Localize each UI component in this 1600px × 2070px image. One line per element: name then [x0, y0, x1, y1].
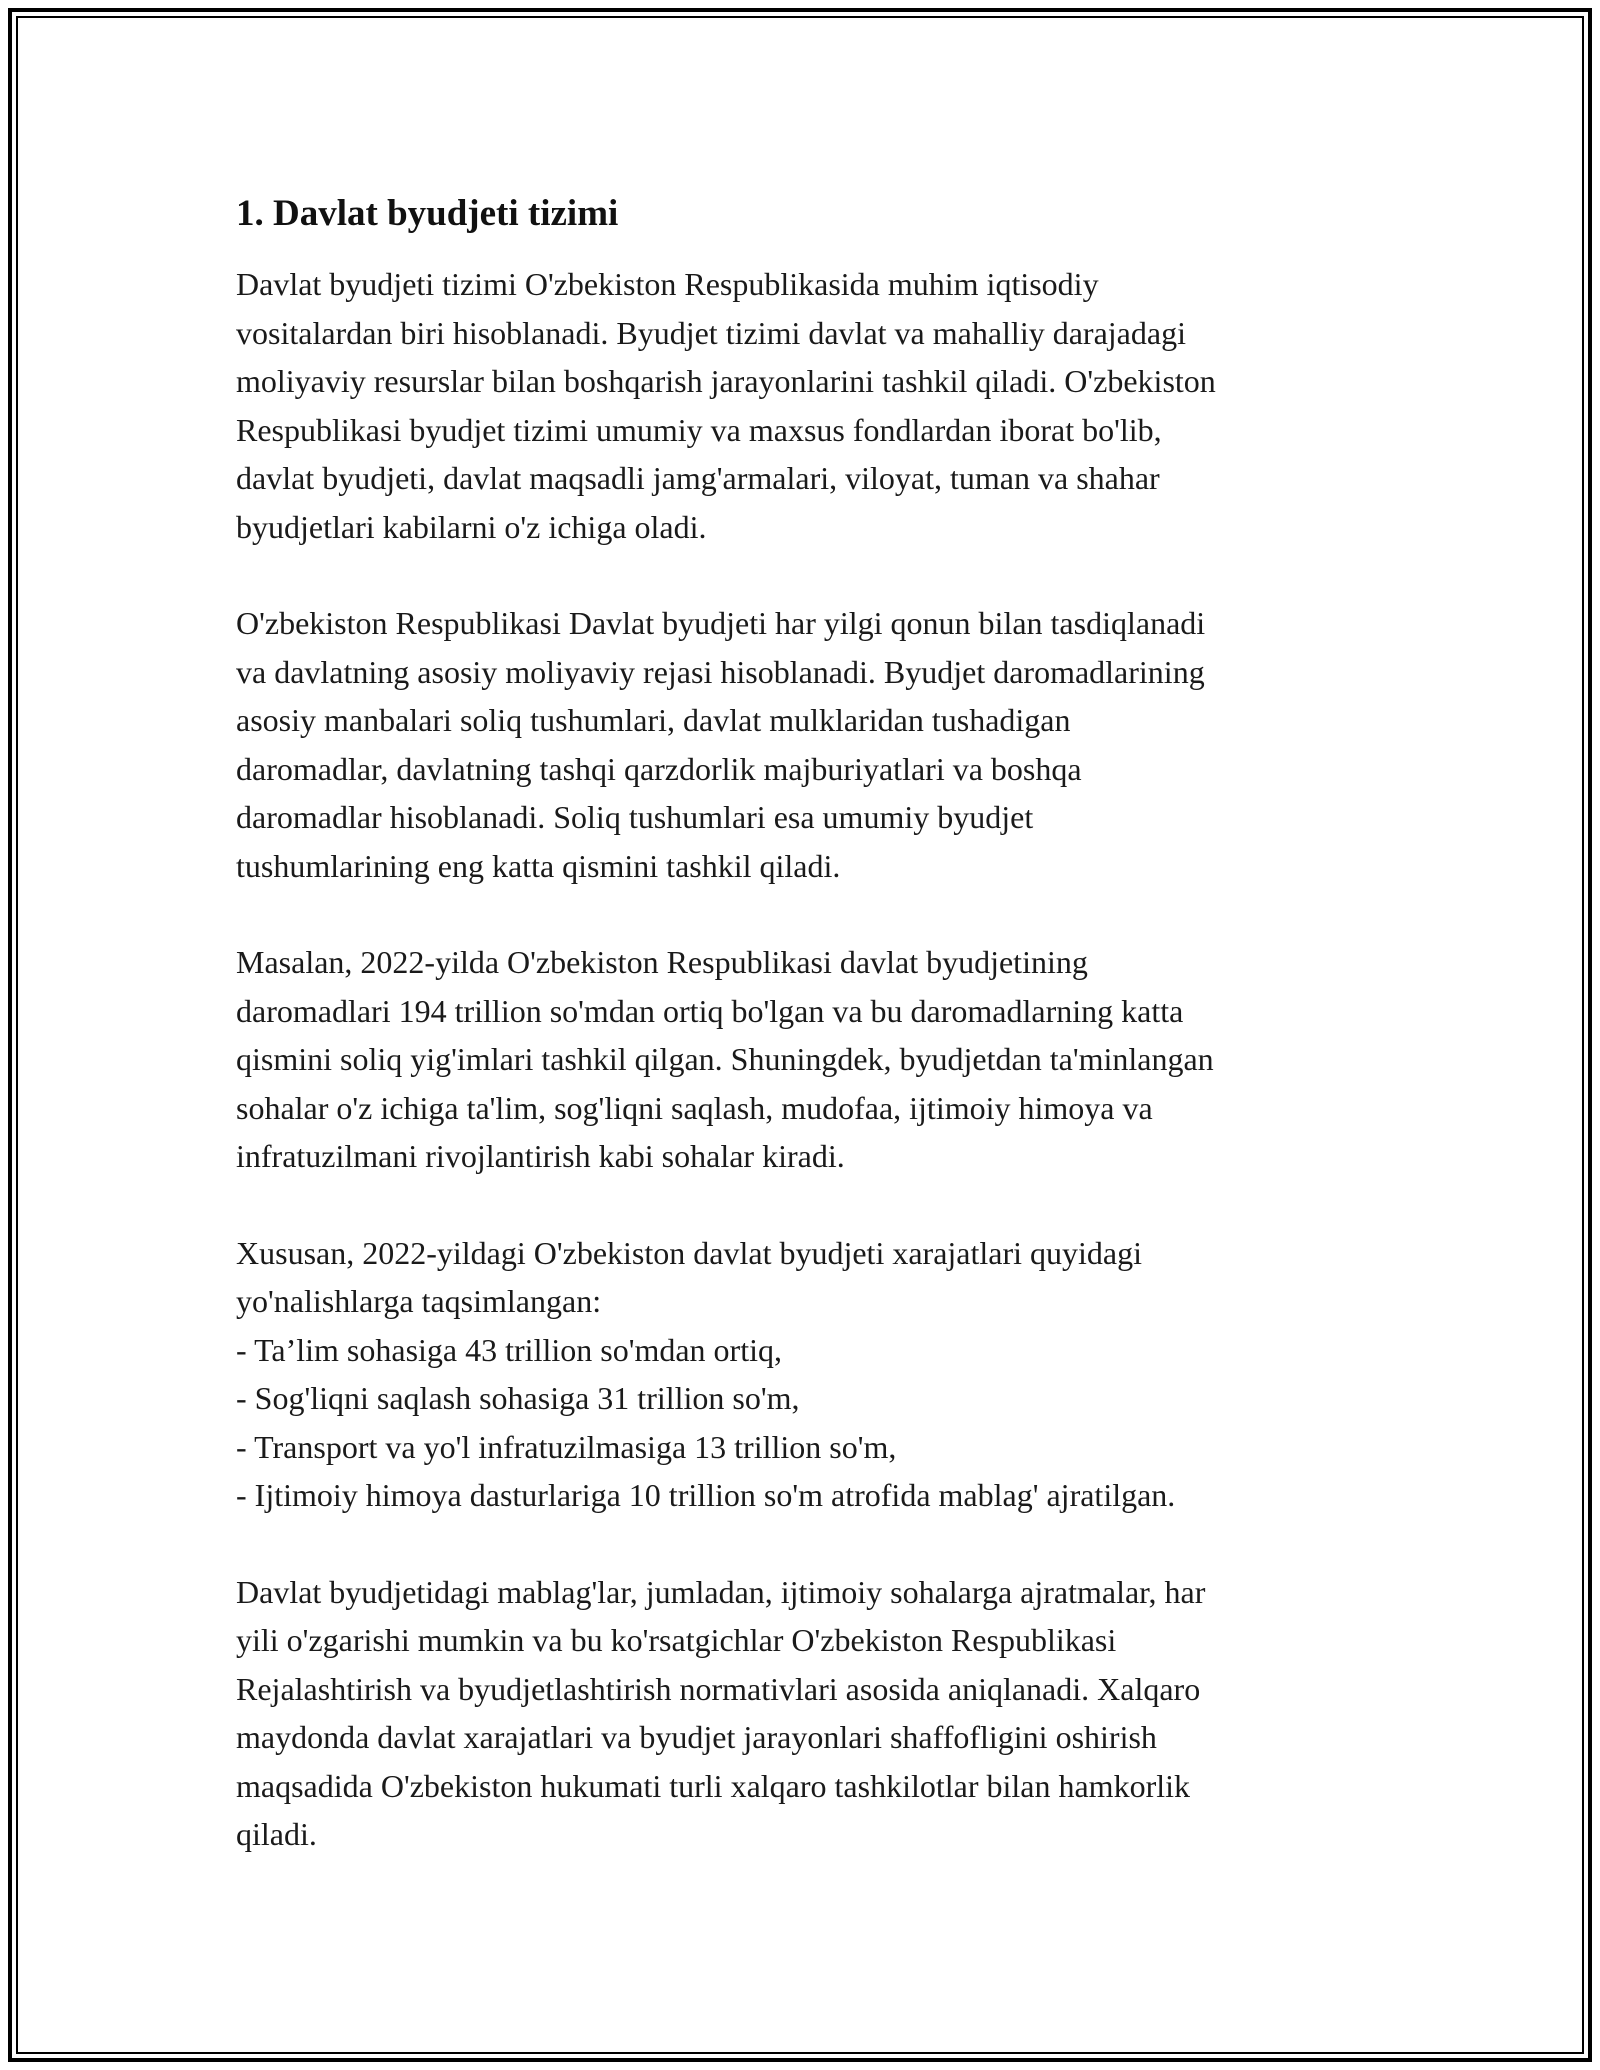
document-body: [236, 188, 1386, 1907]
paragraph-state-budget-law: O'zbekiston Respublikasi Davlat byudjeti har yilgi qonun bilan tasdiqlanadi va davlatning asosiy moliyaviy rejasi hisoblanadi. Byudjet daromadlarining asosiy manbalari soliq tushumlari, davlat mulklaridan tushadigan daromadlar, davlatning tashqi qarzdorlik majburiyatlari va boshqa daromadlar hisoblanadi. Soliq tushumlari esa umumiy byudjet tushumlarining eng katta qismini tashkil qiladi.: [236, 605, 1206, 884]
list-item: - Ta’lim sohasiga 43 trillion so'mdan ortiq,: [236, 1331, 782, 1368]
list-item: - Ijtimoiy himoya dasturlariga 10 trillion so'm atrofida mablag' ajratilgan.: [236, 1477, 1176, 1513]
paragraph-budget-system: Davlat byudjeti tizimi O'zbekiston Respublikasida muhim iqtisodiy vositalardan biri hisoblanadi. Byudjet tizimi davlat va mahalliy darajadagi moliyaviy resurslar bilan boshqarish jarayonlarini tashkil qiladi. O'zbekiston Respublikasi byudjet tizimi umumiy va maxsus fondlardan iborat bo'lib, davlat byudjeti, davlat maqsadli jamg'armalari, viloyat, tuman va shahar byudjetlari kabilarni o'z ichiga oladi.: [236, 266, 1216, 545]
list-item: - Sog'liqni saqlash sohasiga 31 trillion so'm,: [236, 1380, 800, 1416]
section-title: 1. Davlat byudjeti tizimi: [236, 193, 619, 234]
expenditure-list: [236, 1326, 1386, 1520]
list-item: - Transport va yo'l infratuzilmasiga 13 trillion so'm,: [236, 1428, 897, 1465]
paragraph-2022-revenue: Masalan, 2022-yilda O'zbekiston Respublikasi davlat byudjetining daromadlari 194 trillion so'mdan ortiq bo'lgan va bu daromadlarning katta qismini soliq yig'imlari tashkil qilgan. Shuningdek, byudjetdan ta'minlangan sohalar o'z ichiga ta'lim, sog'liqni saqlash, mudofaa, ijtimoiy himoya va infratuzilmani rivojlantirish kabi sohalar kiradi.: [236, 944, 1214, 1174]
expenditure-block: [236, 1229, 1386, 1520]
expenditure-intro: Xususan, 2022-yildagi O'zbekiston davlat byudjeti xarajatlari quyidagi yo'nalishlarga taqsimlangan:: [236, 1234, 1142, 1319]
paragraph-international-cooperation: Davlat byudjetidagi mablag'lar, jumladan, ijtimoiy sohalarga ajratmalar, har yili o'zgarishi mumkin va bu ko'rsatgichlar O'zbekiston Respublikasi Rejalashtirish va byudjetlashtirish normativlari asosida aniqlanadi. Xalqaro maydonda davlat xarajatlari va byudjet jarayonlari shaffofligini oshirish maqsadida O'zbekiston hukumati turli xalqaro tashkilotlar bilan hamkorlik qiladi.: [236, 1573, 1206, 1852]
